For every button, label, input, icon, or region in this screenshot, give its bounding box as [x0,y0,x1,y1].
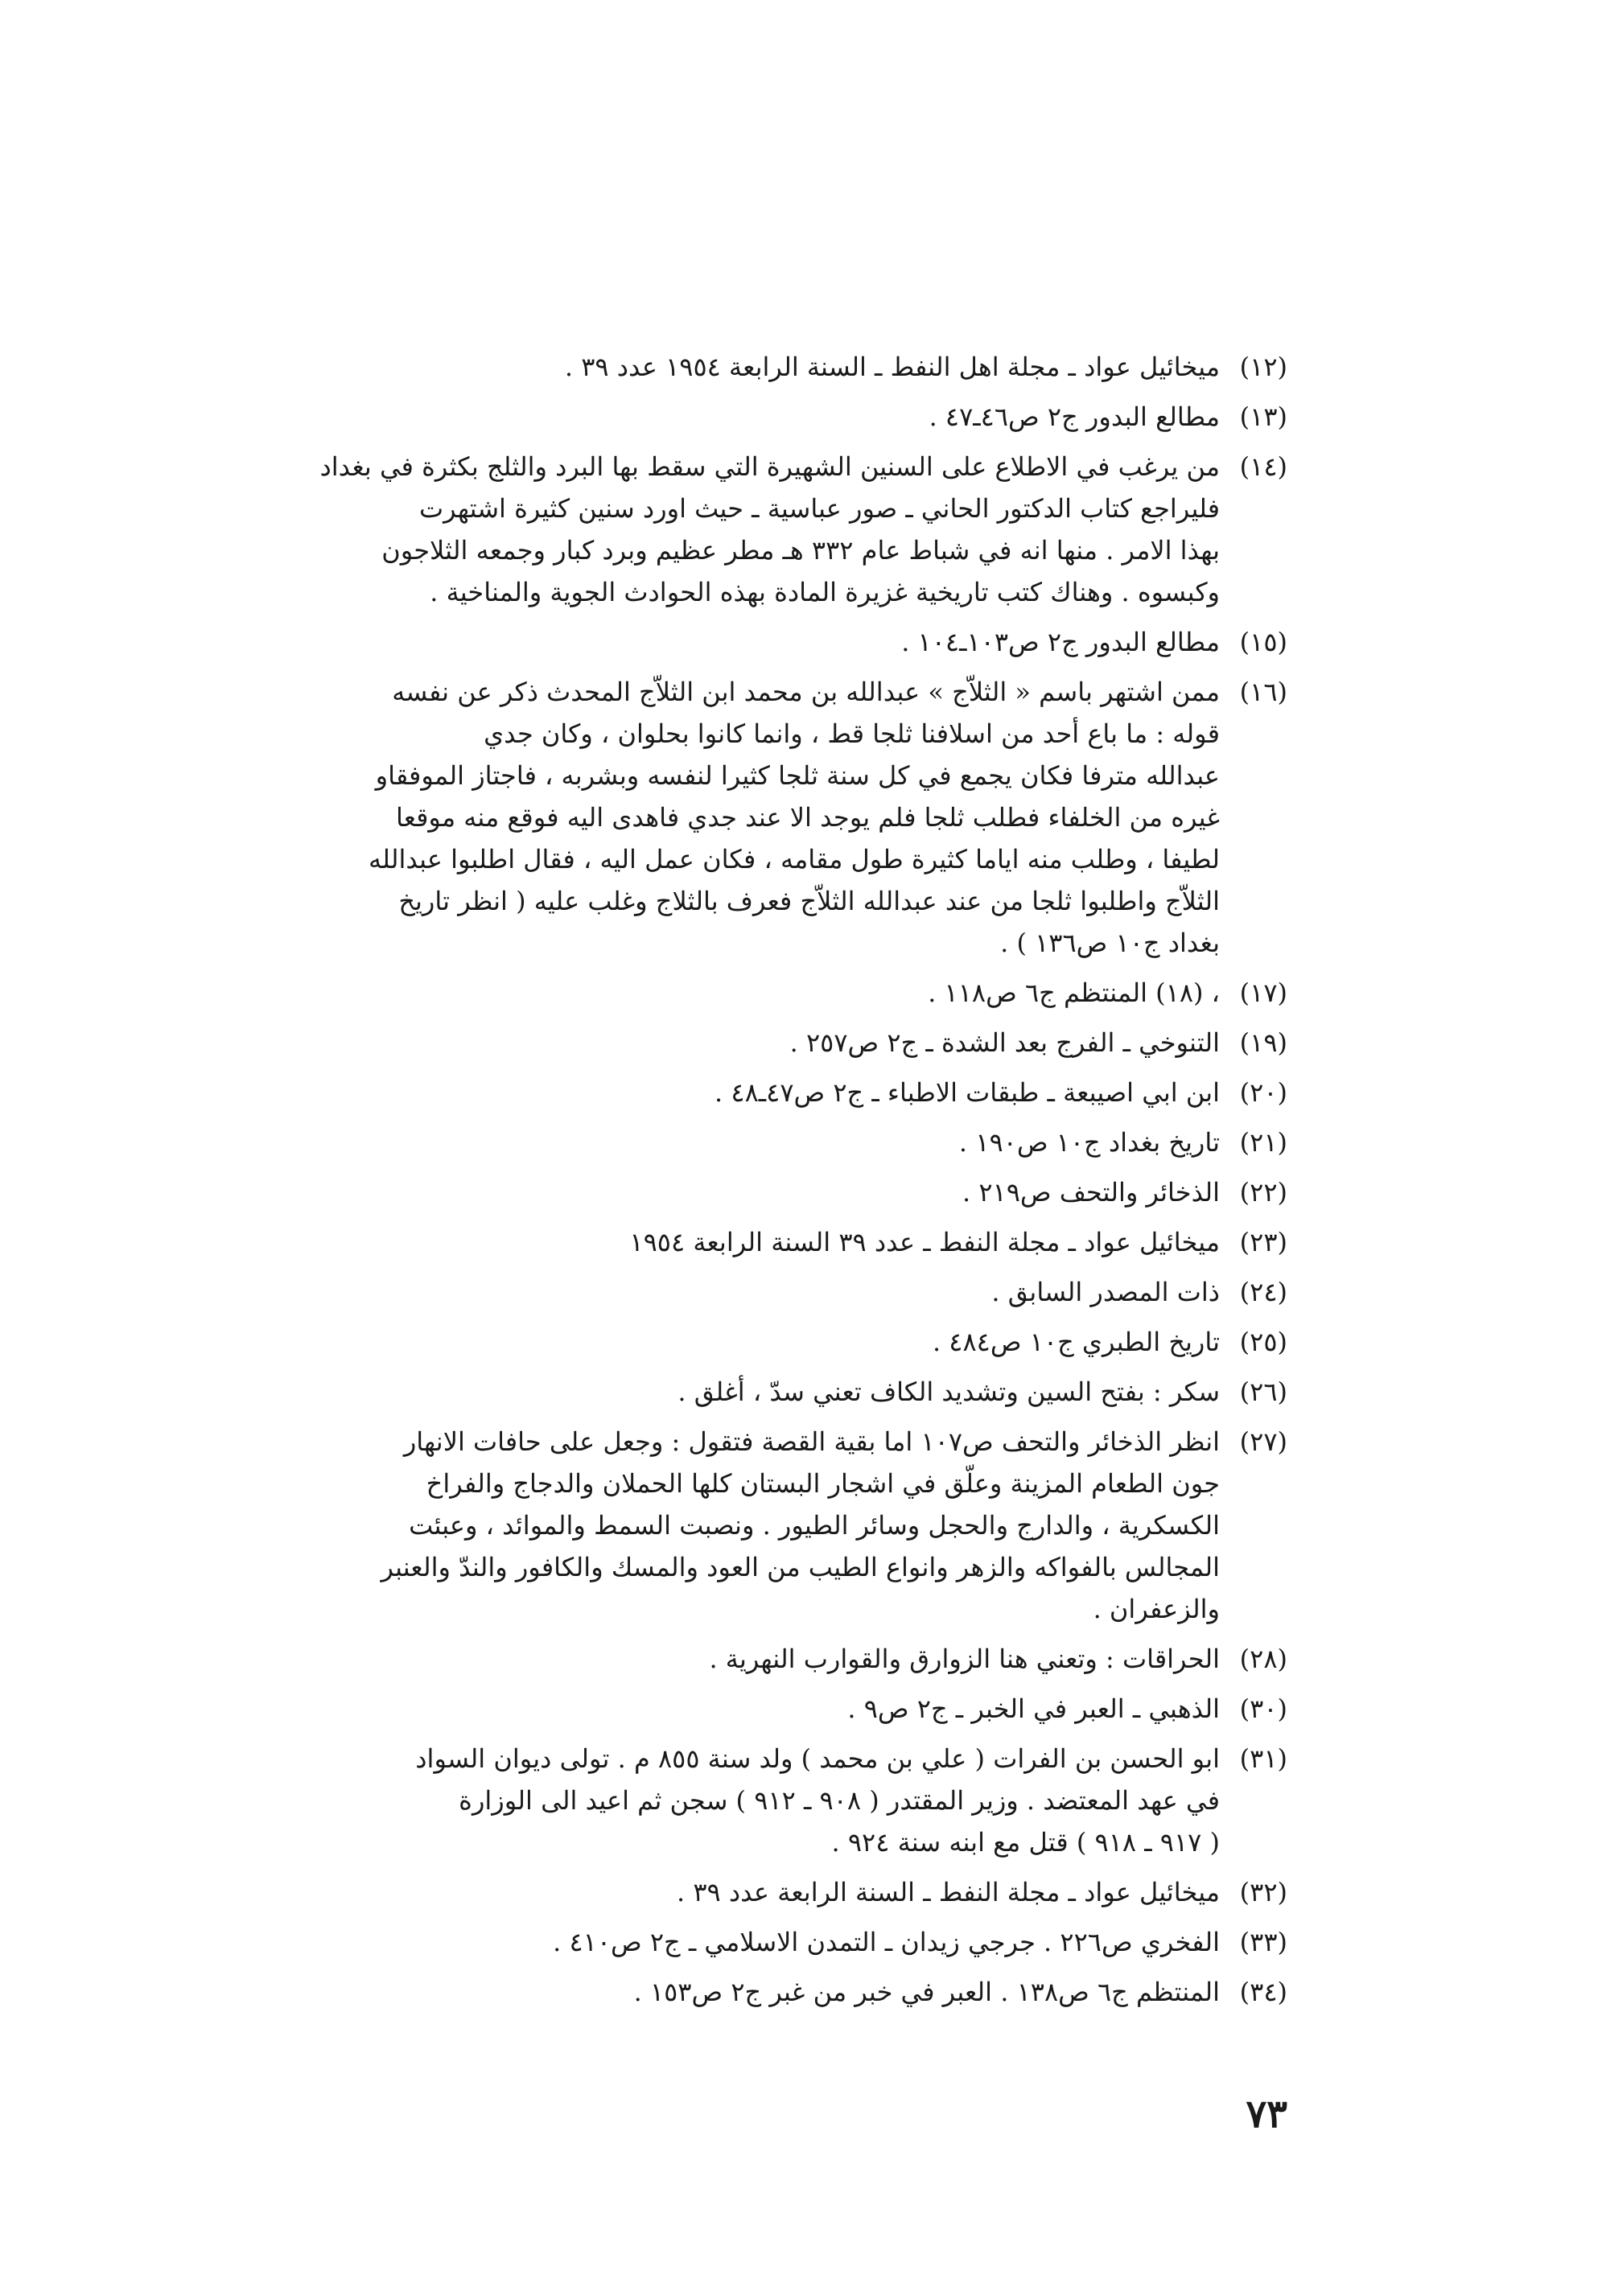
footnote-number: (١٣) [1239,401,1287,432]
footnote-line: فليراجع كتاب الدكتور الحاني ـ صور عباسية ـ حيث اورد سنين كثيرة اشتهرت [419,493,1220,524]
footnote-text [257,621,1220,663]
footnote-line: الذهبي ـ العبر في الخبر ـ ج٢ ص٩ . [847,1693,1220,1724]
footnote [257,1921,1287,1963]
footnote-number: (١٦) [1239,677,1287,707]
footnote [257,346,1287,388]
footnote-line: الذخائر والتحف ص٢١٩ . [962,1177,1220,1208]
footnote [257,1321,1287,1363]
footnote-text [257,972,1220,1014]
footnote-text [257,1321,1220,1363]
footnote-line: بغداد ج١٠ ص١٣٦ ) . [1000,928,1220,958]
footnote-text [257,671,1220,964]
footnote-number: (٢٥) [1239,1327,1287,1357]
footnote-line: تاريخ الطبري ج١٠ ص٤٨٤ . [932,1327,1220,1357]
footnote [257,1971,1287,2013]
footnote [257,446,1287,613]
footnote-line: والزعفران . [1093,1594,1220,1624]
footnote-line: ميخائيل عواد ـ مجلة النفط ـ عدد ٣٩ السنة الرابعة ١٩٥٤ [629,1227,1220,1257]
footnote-number: (٣١) [1239,1743,1287,1774]
footnote [257,1022,1287,1064]
footnote-text [257,1371,1220,1413]
footnote [257,1638,1287,1680]
footnote-line: المنتظم ج٦ ص١٣٨ . العبر في خبر من غبر ج٢ ص١٥٣ . [633,1977,1220,2007]
footnote-line: غيره من الخلفاء فطلب ثلجا فلم يوجد الا عند جدي فاهدى اليه فوقع منه موقعا [395,802,1220,833]
footnote-number: (٣٣) [1239,1927,1287,1957]
footnote [257,671,1287,964]
footnote-line: سكر : بفتح السين وتشديد الكاف تعني سدّ ، أغلق . [677,1376,1220,1407]
footnote-text [257,1871,1220,1913]
footnote-line: الفخري ص٢٢٦ . جرجي زيدان ـ التمدن الاسلامي ـ ج٢ ص٤١٠ . [553,1927,1220,1957]
footnote-text [257,1921,1220,1963]
footnote [257,1871,1287,1913]
footnote-number: (٣٢) [1239,1877,1287,1907]
footnote-line: الثلاّج واطلبوا ثلجا من عند عبدالله الثلاّج فعرف بالثلاج وغلب عليه ( انظر تاريخ [398,886,1220,916]
footnote-text [257,1221,1220,1263]
footnote-line: مطالع البدور ج٢ ص٤٦ـ٤٧ . [929,401,1220,432]
footnote-text [257,1072,1220,1113]
footnote-number: (٢٧) [1239,1426,1287,1457]
footnote-text [257,446,1220,613]
footnote-line: جون الطعام المزينة وعلّق في اشجار البستان كلها الحملان والدجاج والفراخ [426,1468,1220,1499]
footnote-number: (٢٤) [1239,1277,1287,1307]
footnote-text [257,1121,1220,1163]
footnote-line: ميخائيل عواد ـ مجلة اهل النفط ـ السنة الرابعة ١٩٥٤ عدد ٣٩ . [564,352,1220,382]
footnote-number: (٢٠) [1239,1077,1287,1108]
footnote [257,1421,1287,1630]
footnote-line: في عهد المعتضد . وزير المقتدر ( ٩٠٨ ـ ٩١٢ ) سجن ثم اعيد الى الوزارة [459,1785,1220,1816]
footnote-text [257,1738,1220,1863]
footnote-line: عبدالله مترفا فكان يجمع في كل سنة ثلجا كثيرا لنفسه وبشربه ، فاجتاز الموفقاو [375,760,1220,791]
footnote [257,1221,1287,1263]
footnote [257,1072,1287,1113]
footnote [257,1121,1287,1163]
footnote-number: (٣٠) [1239,1693,1287,1724]
footnote [257,972,1287,1014]
footnote-line: قوله : ما باع أحد من اسلافنا ثلجا قط ، وانما كانوا بحلوان ، وكان جدي [484,718,1220,749]
footnote-line: الكسكرية ، والدارج والحجل وسائر الطيور . ونصبت السمط والموائد ، وعبئت [409,1510,1220,1541]
footnote-line: من يرغب في الاطلاع على السنين الشهيرة التي سقط بها البرد والثلج بكثرة في بغداد [319,451,1220,482]
footnotes-list [257,346,1287,2035]
footnote-text [257,1171,1220,1213]
footnote [257,396,1287,438]
footnote-line: ذات المصدر السابق . [991,1277,1220,1307]
footnote-line: تاريخ بغداد ج١٠ ص١٩٠ . [958,1127,1220,1158]
footnote-number: (١٥) [1239,627,1287,657]
footnote [257,1271,1287,1313]
footnote-line: انظر الذخائر والتحف ص١٠٧ اما بقية القصة فتقول : وجعل على حافات الانهار [403,1426,1220,1457]
footnote-number: (١٢) [1239,352,1287,382]
footnote-line: التنوخي ـ الفرج بعد الشدة ـ ج٢ ص٢٥٧ . [789,1027,1220,1058]
footnote-number: (٢٦) [1239,1376,1287,1407]
footnote-line: ابو الحسن بن الفرات ( علي بن محمد ) ولد سنة ٨٥٥ م . تولى ديوان السواد [415,1743,1220,1774]
footnote-line: الحراقات : وتعني هنا الزوارق والقوارب النهرية . [709,1644,1220,1674]
footnote-text [257,1271,1220,1313]
footnote-line: وكبسوه . وهناك كتب تاريخية غزيرة المادة بهذه الحوادث الجوية والمناخية . [430,577,1220,607]
footnote-line: ابن ابي اصيبعة ـ طبقات الاطباء ـ ج٢ ص٤٧ـ٤٨ . [715,1077,1220,1108]
footnote-line: ، (١٨) المنتظم ج٦ ص١١٨ . [928,977,1220,1008]
footnote-number: (١٩) [1239,1027,1287,1058]
footnote [257,1371,1287,1413]
footnote-number: (١٤) [1239,451,1287,482]
footnote-text [257,1971,1220,2013]
footnote [257,1688,1287,1730]
footnote-line: ممن اشتهر باسم « الثلاّج » عبدالله بن محمد ابن الثلاّج المحدث ذكر عن نفسه [392,677,1220,707]
footnote-line: ميخائيل عواد ـ مجلة النفط ـ السنة الرابعة عدد ٣٩ . [676,1877,1220,1907]
footnote [257,1171,1287,1213]
footnote-number: (١٧) [1239,977,1287,1008]
footnote-number: (٢٢) [1239,1177,1287,1208]
page-number: ٧٣ [1246,2092,1287,2137]
footnote-text [257,396,1220,438]
footnote-number: (٣٤) [1239,1977,1287,2007]
footnote-number: (٢٣) [1239,1227,1287,1257]
footnote-number: (٢٨) [1239,1644,1287,1674]
footnote-text [257,1421,1220,1630]
footnote-text [257,346,1220,388]
footnote-text [257,1022,1220,1064]
footnote-text [257,1688,1220,1730]
footnote-line: المجالس بالفواكه والزهر وانواع الطيب من العود والمسك والكافور والندّ والعنبر [381,1552,1220,1582]
footnote [257,621,1287,663]
footnote-line: مطالع البدور ج٢ ص١٠٣ـ١٠٤ . [901,627,1220,657]
footnote [257,1738,1287,1863]
footnote-text [257,1638,1220,1680]
footnote-line: بهذا الامر . منها انه في شباط عام ٣٣٢ هـ مطر عظيم وبرد كبار وجمعه الثلاجون [381,535,1220,566]
footnote-number: (٢١) [1239,1127,1287,1158]
footnote-line: ( ٩١٧ ـ ٩١٨ ) قتل مع ابنه سنة ٩٢٤ . [831,1827,1220,1858]
footnote-line: لطيفا ، وطلب منه اياما كثيرة طول مقامه ، فكان عمل اليه ، فقال اطلبوا عبدالله [368,844,1220,874]
